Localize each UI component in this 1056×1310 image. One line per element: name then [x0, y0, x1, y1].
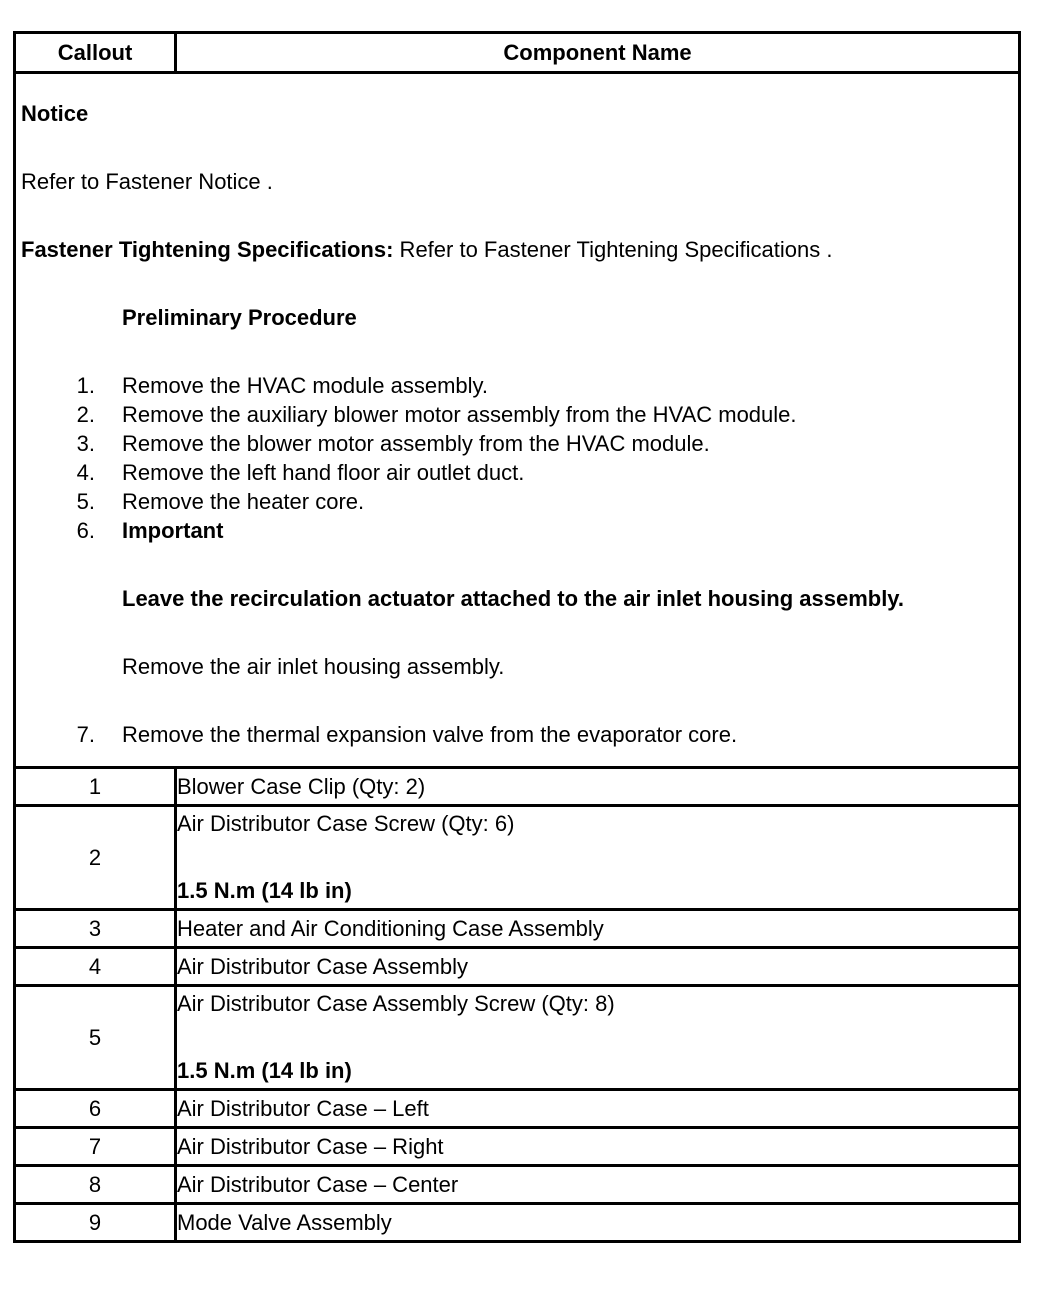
callout-cell: 3 [15, 910, 176, 948]
procedure-steps [21, 371, 1018, 545]
procedure-step: 1. Remove the HVAC module assembly. [76, 372, 488, 398]
table-row [15, 986, 1020, 1090]
procedure-step: 5. Remove the heater core. [76, 488, 365, 514]
callout-header: Callout [15, 33, 176, 73]
component-name: Air Distributor Case Assembly Screw (Qty: 8) [177, 991, 615, 1016]
fastener-spec-label: Fastener Tightening Specifications: [21, 236, 394, 262]
table-row [15, 806, 1020, 910]
procedure-step: 6. Important [76, 517, 224, 543]
component-name-cell: Mode Valve Assembly [176, 1204, 1020, 1242]
table-row [15, 1090, 1020, 1128]
component-name-cell [176, 806, 1020, 910]
torque-spec: 1.5 N.m (14 lb in) [177, 878, 352, 903]
callout-cell: 1 [15, 768, 176, 806]
component-table [13, 31, 1021, 1243]
procedure-step: 7. Remove the thermal expansion valve from the evaporator core. [76, 721, 738, 747]
procedure-steps-continued [21, 720, 1018, 749]
important-text: Leave the recirculation actuator attached to the air inlet housing assembly. [122, 585, 905, 611]
intro-cell [15, 73, 1020, 768]
procedure-step: 2. Remove the auxiliary blower motor assembly from the HVAC module. [76, 401, 797, 427]
component-name-cell: Air Distributor Case – Left [176, 1090, 1020, 1128]
callout-cell: 9 [15, 1204, 176, 1242]
table-row [15, 1128, 1020, 1166]
component-name-cell: Air Distributor Case – Right [176, 1128, 1020, 1166]
component-name-cell: Heater and Air Conditioning Case Assembly [176, 910, 1020, 948]
component-name-header: Component Name [176, 33, 1020, 73]
component-name-cell: Blower Case Clip (Qty: 2) [176, 768, 1020, 806]
procedure-step: 4. Remove the left hand floor air outlet duct. [76, 459, 525, 485]
notice-text: Refer to Fastener Notice . [21, 168, 273, 194]
component-name-cell: Air Distributor Case – Center [176, 1166, 1020, 1204]
table-row [15, 1204, 1020, 1242]
procedure-step: 3. Remove the blower motor assembly from the HVAC module. [76, 430, 710, 456]
callout-cell: 2 [15, 806, 176, 910]
intro-content [16, 92, 1018, 749]
table-row [15, 910, 1020, 948]
callout-cell: 5 [15, 986, 176, 1090]
torque-spec: 1.5 N.m (14 lb in) [177, 1058, 352, 1083]
table-row [15, 1166, 1020, 1204]
table-row [15, 768, 1020, 806]
callout-cell: 4 [15, 948, 176, 986]
fastener-spec-line [21, 235, 1018, 264]
notice-heading: Notice [21, 100, 89, 126]
callout-cell: 8 [15, 1166, 176, 1204]
table-row [15, 948, 1020, 986]
step6-action: Remove the air inlet housing assembly. [122, 653, 505, 679]
table-header-row [15, 33, 1020, 73]
callout-cell: 7 [15, 1128, 176, 1166]
fastener-spec-text: Refer to Fastener Tightening Specifications . [393, 236, 833, 262]
component-name-cell: Air Distributor Case Assembly [176, 948, 1020, 986]
preliminary-heading: Preliminary Procedure [122, 304, 357, 330]
intro-row [15, 73, 1020, 768]
component-name-cell [176, 986, 1020, 1090]
callout-cell: 6 [15, 1090, 176, 1128]
component-name: Air Distributor Case Screw (Qty: 6) [177, 811, 515, 836]
